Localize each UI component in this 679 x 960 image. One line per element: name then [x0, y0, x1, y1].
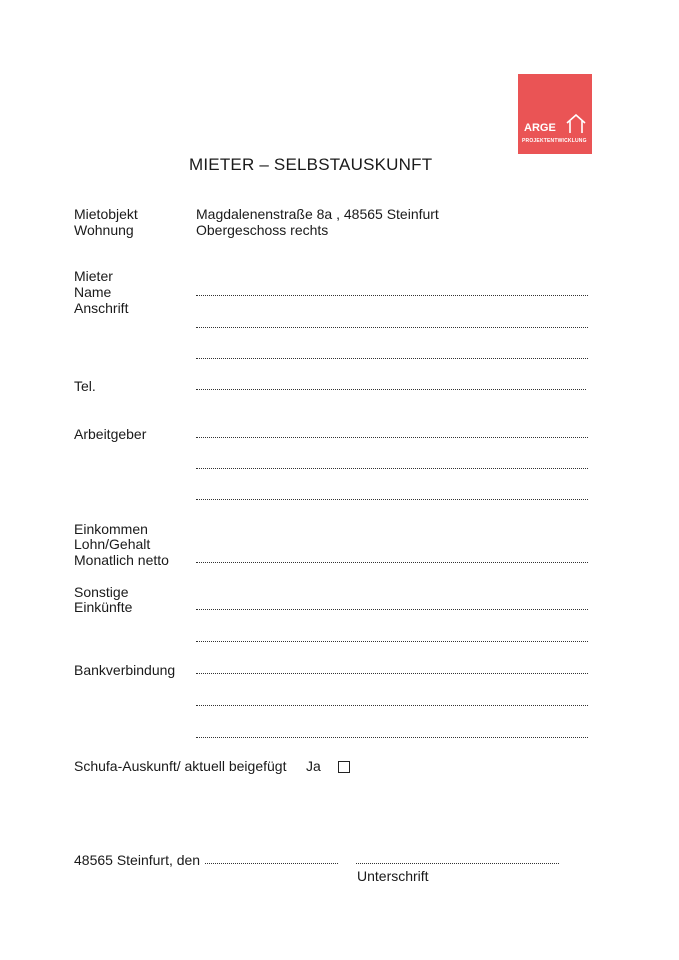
bank-label: Bankverbindung [74, 662, 176, 678]
signature-label: Unterschrift [357, 868, 429, 884]
address-label: Anschrift [74, 300, 129, 316]
schufa-yes-label: Ja [306, 758, 321, 774]
employer-field-1[interactable] [196, 437, 588, 438]
phone-field[interactable] [196, 389, 586, 390]
logo-brand: ARGE [524, 122, 556, 134]
employer-field-3[interactable] [196, 499, 588, 500]
address-field-2[interactable] [196, 358, 588, 359]
apartment-floor: Obergeschoss rechts [196, 222, 329, 238]
company-logo [518, 74, 592, 154]
logo-subtitle: PROJEKTENTWICKLUNG [522, 138, 587, 144]
other-earnings-label: Einkünfte [74, 599, 133, 615]
place-date-label: 48565 Steinfurt, den [74, 852, 201, 868]
phone-label: Tel. [74, 378, 96, 394]
salary-label: Lohn/Gehalt [74, 536, 151, 552]
employer-field-2[interactable] [196, 468, 588, 469]
schufa-label: Schufa-Auskunft/ aktuell beigefügt [74, 758, 287, 774]
object-address: Magdalenenstraße 8a , 48565 Steinfurt [196, 206, 439, 222]
tenant-label: Mieter [74, 268, 113, 284]
date-field[interactable] [205, 863, 338, 864]
income-label: Einkommen [74, 521, 148, 537]
signature-field[interactable] [356, 863, 559, 864]
name-field[interactable] [196, 295, 588, 296]
name-label: Name [74, 284, 112, 300]
bank-field-3[interactable] [196, 737, 588, 738]
apartment-label: Wohnung [74, 222, 134, 238]
page-title: MIETER – SELBSTAUSKUNFT [189, 155, 433, 174]
bank-field-2[interactable] [196, 705, 588, 706]
other-income-label: Sonstige [74, 584, 129, 600]
net-monthly-label: Monatlich netto [74, 552, 169, 568]
house-icon [565, 114, 587, 134]
employer-label: Arbeitgeber [74, 426, 147, 442]
schufa-checkbox[interactable] [338, 761, 350, 773]
bank-field-1[interactable] [196, 673, 588, 674]
other-income-field-2[interactable] [196, 641, 588, 642]
object-label: Mietobjekt [74, 206, 138, 222]
other-income-field-1[interactable] [196, 609, 588, 610]
address-field-1[interactable] [196, 327, 588, 328]
income-field[interactable] [196, 562, 588, 563]
